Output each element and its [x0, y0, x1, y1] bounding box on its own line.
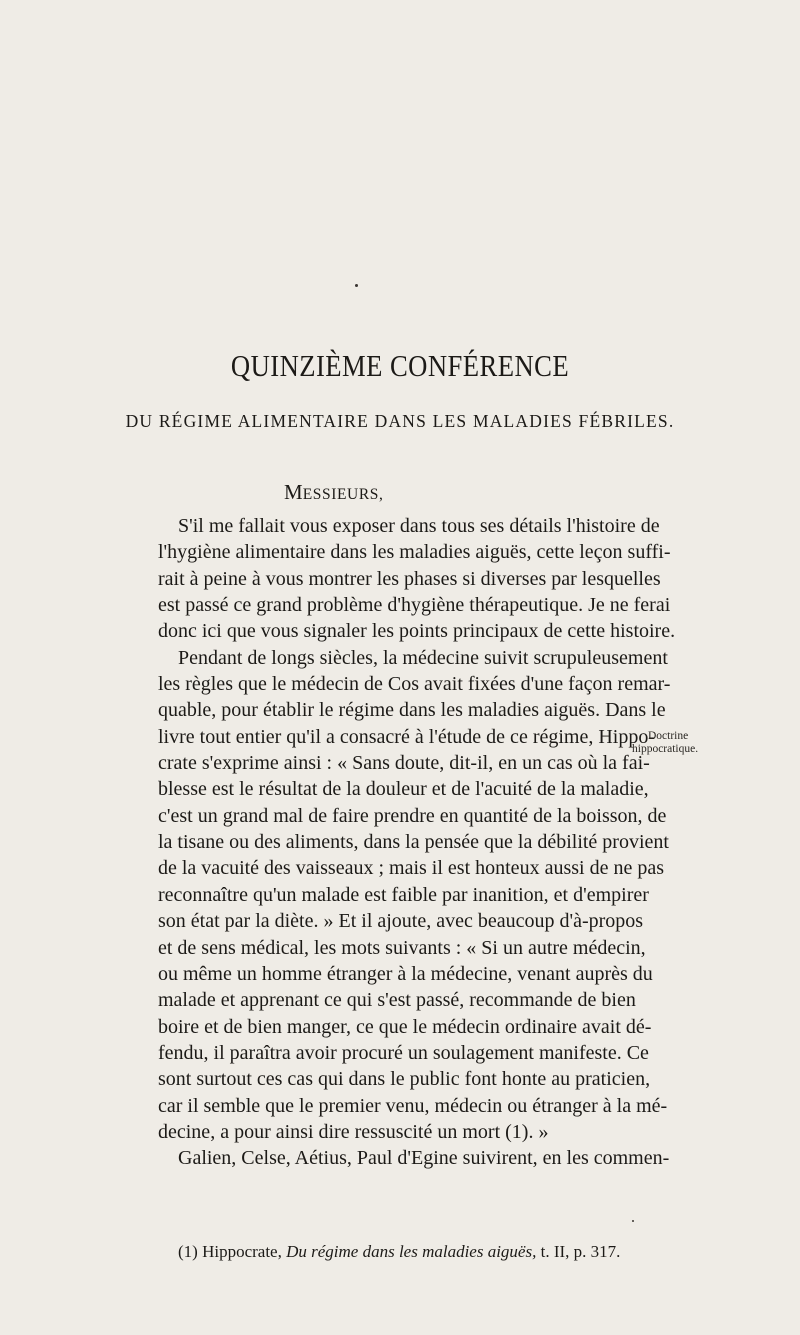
- margin-note-line: hippocratique.: [632, 743, 699, 755]
- text-line: Galien, Celse, Aétius, Paul d'Egine suivirent, en les commen-: [178, 1147, 670, 1170]
- text-line: la tisane ou des aliments, dans la pensée que la débilité provient: [158, 831, 669, 854]
- chapter-title: QUINZIÈME CONFÉRENCE: [230, 348, 570, 383]
- salutation-initial: M: [284, 480, 303, 504]
- text-line: fendu, il paraîtra avoir procuré un soulagement manifeste. Ce: [158, 1041, 649, 1064]
- footnote: [178, 1242, 620, 1262]
- text-line: S'il me fallait vous exposer dans tous ses détails l'histoire de: [178, 515, 660, 537]
- footnote-prefix: (1) Hippocrate,: [178, 1242, 287, 1261]
- text-line: son état par la diète. » Et il ajoute, avec beaucoup d'à-propos: [158, 910, 644, 933]
- ink-speck: [355, 284, 358, 287]
- text-line: c'est un grand mal de faire prendre en quantité de la boisson, de: [158, 804, 667, 827]
- text-line: blesse est le résultat de la douleur et de l'acuité de la maladie,: [158, 778, 649, 801]
- text-line: de la vacuité des vaisseaux ; mais il est honteux aussi de ne pas: [158, 857, 664, 880]
- chapter-subtitle: DU RÉGIME ALIMENTAIRE DANS LES MALADIES FÉBRILES.: [125, 411, 675, 431]
- salutation: [284, 480, 383, 505]
- text-line: boire et de bien manger, ce que le médecin ordinaire avait dé-: [158, 1015, 652, 1038]
- text-line: ou même un homme étranger à la médecine, venant auprès du: [158, 962, 653, 985]
- text-line: donc ici que vous signaler les points principaux de cette histoire.: [158, 620, 676, 643]
- text-line: crate s'exprime ainsi : « Sans doute, dit-il, en un cas où la fai-: [158, 752, 650, 775]
- text-line: Pendant de longs siècles, la médecine suivit scrupuleusement: [178, 646, 668, 669]
- ink-speck: [632, 1220, 634, 1222]
- footnote-suffix: t. II, p. 317.: [536, 1242, 621, 1261]
- text-line: les règles que le médecin de Cos avait fixées d'une façon remar-: [158, 673, 671, 696]
- text-line: reconnaître qu'un malade est faible par inanition, et d'empirer: [158, 883, 649, 906]
- margin-note: [632, 730, 798, 756]
- text-line: rait à peine à vous montrer les phases si diverses par lesquelles: [158, 567, 661, 590]
- margin-note-line: Doctrine: [648, 730, 689, 742]
- text-line: quable, pour établir le régime dans les maladies aiguës. Dans le: [158, 699, 666, 722]
- salutation-rest: ESSIEURS,: [302, 486, 384, 503]
- text-line: est passé ce grand problème d'hygiène thérapeutique. Je ne ferai: [158, 594, 671, 617]
- text-line: l'hygiène alimentaire dans les maladies aiguës, cette leçon suffi-: [158, 541, 671, 564]
- text-line: sont surtout ces cas qui dans le public font honte au praticien,: [158, 1068, 651, 1091]
- text-line: decine, a pour ainsi dire ressuscité un mort (1). »: [158, 1120, 549, 1143]
- text-line: et de sens médical, les mots suivants : « Si un autre médecin,: [158, 936, 646, 959]
- text-line: livre tout entier qu'il a consacré à l'étude de ce régime, Hippo-: [158, 725, 656, 748]
- text-line: malade et apprenant ce qui s'est passé, recommande de bien: [158, 989, 636, 1012]
- footnote-title: Du régime dans les maladies aiguës,: [286, 1242, 537, 1261]
- text-line: car il semble que le premier venu, médecin ou étranger à la mé-: [158, 1094, 668, 1117]
